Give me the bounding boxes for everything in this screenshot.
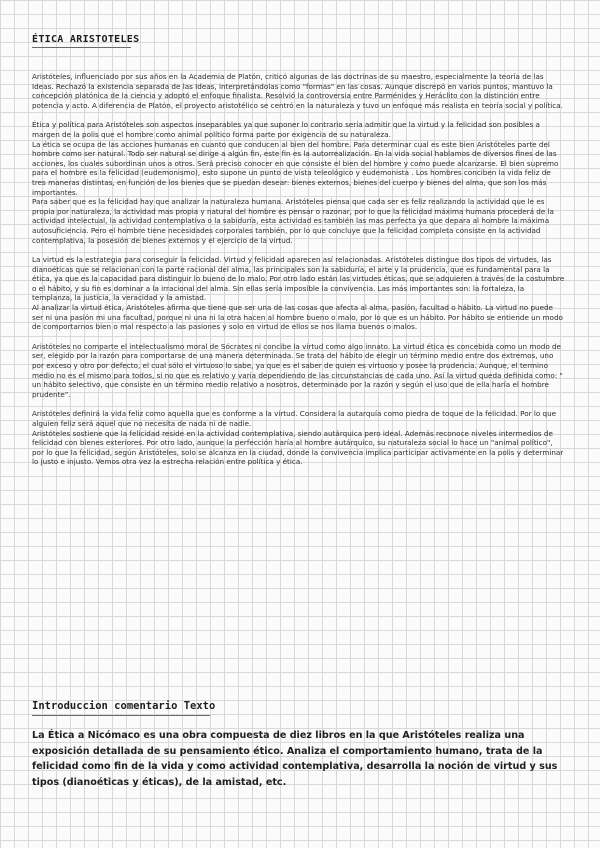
paragraph: Aristóteles definirá la vida feliz como aquella que es conforme a la virtud. Considera la autarquía como piedra de toque de la felicidad. Por lo que alguien feliz será aquel que no necesita de nada ni de nadie.: [32, 409, 557, 428]
paragraph: Aristóteles sostiene que la felicidad reside en la actividad contemplativa, siendo autárquica pero ideal. Además reconoce niveles intermedios de felicidad con bienes exteriores. Por otro lado, aunque la perfección haría al hombre autárquico, su naturaleza social lo hace un "animal político", por lo que la felicidad, según Aristóteles, solo se alcanza en la ciudad, donde la convivencia implica participar activamente en la polis y determinar lo justo e injusto. Vemos otra vez la estrecha relación entre política y ética.: [32, 428, 564, 467]
paragraph: La ética se ocupa de las acciones humanas en cuanto que conducen al bien del hombre. Para determinar cual es este bien Aristóteles parte del hombre como ser natural. Todo ser natural se dirige a algún fin, este fin es la autorrealización. En la vida social hablamos de diversos fines de las acciones, los cuales subordinan unos a otros. Será preciso conocer en que consiste el bien del hombre y como puede alcanzarse. El bien supremo para el hombre es la felicidad (eudemonismo), esto supone un punto de vista teleológico y eudemonista . Los hombres conciben la vida feliz de tres maneras distintas, en función de los bienes que se puedan desear: bienes externos, bienes del cuerpo y bienes del alma, que son los más importantes.: [32, 139, 559, 197]
paragraph: La virtud es la estrategia para conseguir la felicidad. Virtud y felicidad aparecen así relacionadas. Aristóteles distingue dos tipos de virtudes, las dianoéticas que se relacionan con la parte racional del alma, las principales son la sabiduría, el arte y la prudencia, que es fundamental para la ética, ya que es la capacidad para distinguir lo bueno de lo malo. Por otro lado están las virtudes éticas, que se adquieren a través de la costumbre o el hábito, y su fin es dominar a la irracional del alma. Sin ellas sería imposible la convivencia. Las más importantes son: la fortaleza, la templanza, la justicia, la veracidad y la amistad.: [32, 255, 565, 303]
paragraph-gap: [32, 332, 566, 342]
paragraph-gap: [32, 399, 566, 409]
paragraph: Aristóteles no comparte el intelectualismo moral de Sócrates ni concibe la virtud como algo innato. La virtud ética es concebida como un modo de ser, elegido por la razón para comportarse de una manera determinada. Se trata del hábito de elegir un término medio entre dos extremos, uno por exceso y otro por defecto, el cual sólo el virtuoso lo sabe, ya que es el saber de quien es virtuoso y posee la prudencia. Aunque, el termino medio no es el mismo para todos, si no que es relativo y varia dependiendo de las circunstancias de cada uno. Así la virtud queda definida como: " un hábito selectivo, que consiste en un término medio relativo a nosotros, determinado por la razón y según el uso que de ella haría el hombre prudente".: [32, 341, 563, 399]
paragraph-gap: [32, 245, 566, 255]
body-text: [32, 72, 566, 467]
paragraph: Aristóteles, influenciado por sus años en la Academia de Platón, criticó algunas de las doctrinas de su maestro, especialmente la teoría de las Ideas. Rechazó la existencia separada de las Ideas, interpretándolas como "formas" en las cosas. Aunque discrepó en varios puntos, mantuvo la concepción platónica de la ciencia y adoptó el enfoque finalista. Resolvió la controversia entre Parménides y Heráclito con la distinción entre potencia y acto. A diferencia de Platón, el proyecto aristotélico se centró en la naturaleza y tuvo un enfoque más realista en teoría social y política.: [32, 72, 563, 110]
title-underline: [32, 47, 131, 48]
paragraph-gap: [32, 110, 566, 120]
paragraph: Ética y política para Aristóteles son aspectos inseparables ya que suponer lo contrario sería admitir que la virtud y la felicidad son posibles a margen de la polis que el hombre como animal político forma parte por exigencia de su naturaleza.: [32, 120, 540, 139]
section-heading-underline: [32, 715, 210, 716]
section-heading: Introduccion comentario Texto: [32, 700, 216, 712]
intro-paragraph: La Ética a Nicómaco es una obra compuesta de diez libros en la que Aristóteles realiza una exposición detallada de su pensamiento ético. Analiza el comportamiento humano, trata de la felicidad como fin de la vida y como actividad contemplativa, desarrolla la noción de virtud y sus tipos (dianoéticas y éticas), de la amistad, etc.: [32, 730, 558, 788]
paragraph: Para saber que es la felicidad hay que analizar la naturaleza humana. Aristóteles piensa que cada ser es feliz realizando la actividad que le es propia por naturaleza, la actividad mas propia y natural del hombre es pensar o razonar, por lo que la felicidad máxima humana procederá de la actividad intelectual, la actividad contemplativa o la sabiduría, esta actividad es también las mas perfecta ya que depara al hombre la máxima autosuficiencia. Pero el hombre tiene necesidades corporales también, por lo que concluye que la felicidad completa consiste en la actividad contemplativa, la posesión de bienes externos y el ejercicio de la virtud.: [32, 197, 554, 245]
paragraph: Al analizar la virtud ética, Aristóteles afirma que tiene que ser una de las cosas que afecta al alma, pasión, facultad o hábito. La virtud no puede ser ni una pasión mi una facultad, porque ni una ni la otra hacen al hombre bueno o malo, por lo que es un hábito. Por hábito se entiende un modo de comportarnos bien o mal respecto a las pasiones y solo en virtud de ellos se nos llama buenos o malos.: [32, 303, 563, 332]
page-title: ÉTICA ARISTOTELES: [32, 34, 140, 45]
